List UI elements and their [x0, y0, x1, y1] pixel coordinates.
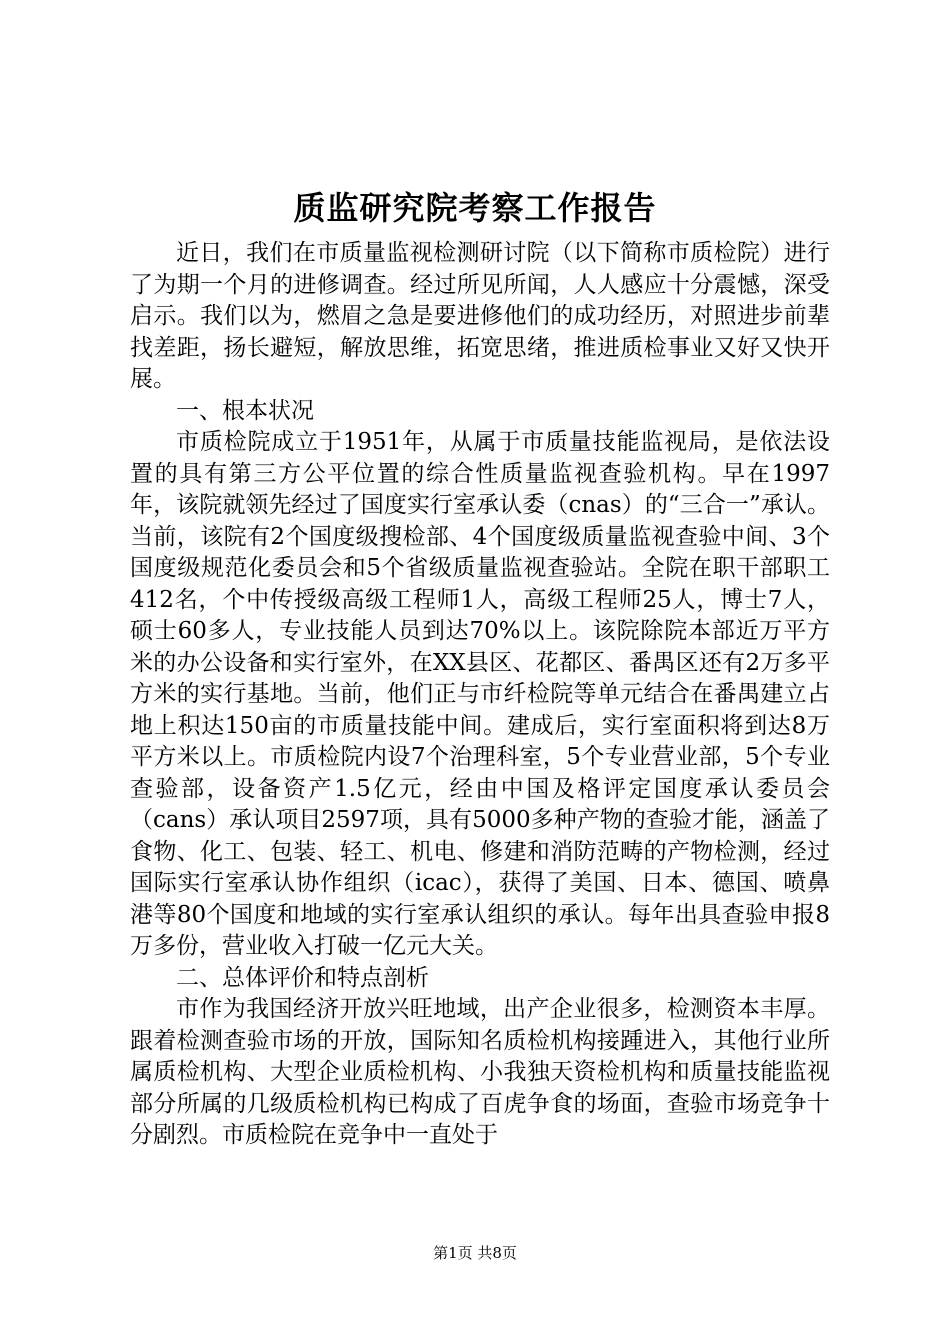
- document-title: 质监研究院考察工作报告: [293, 189, 657, 227]
- section-heading-basic-situation: 一、根本状况: [176, 397, 314, 424]
- page-footer: 第1页 共8页: [433, 1244, 517, 1262]
- document-body: [130, 238, 830, 1152]
- paragraph-evaluation: 市作为我国经济开放兴旺地域，出产企业很多，检测资本丰厚。跟着检测查验市场的开放，国际知名质检机构接踵进入，其他行业所属质检机构、大型企业质检机构、小我独天资检机构和质量技能监视部分所属的几级质检机构已构成了百虎争食的场面，查验市场竞争十分剧烈。市质检院在竞争中一直处于: [130, 996, 830, 1148]
- paragraph-intro: 近日，我们在市质量监视检测研讨院（以下简称市质检院）进行了为期一个月的进修调查。经过所见所闻，人人感应十分震憾，深受启示。我们以为，燃眉之急是要进修他们的成功经历，对照进步前辈找差距，扬长避短，解放思维，拓宽思绪，推进质检事业又好又快开展。: [130, 240, 830, 392]
- paragraph-basic-situation: 市质检院成立于1951年，从属于市质量技能监视局，是依法设置的具有第三方公平位置的综合性质量监视查验机构。早在1997年，该院就领先经过了国度实行室承认委（cnas）的“三合一”承认。当前，该院有2个国度级搜检部、4个国度级质量监视查验中间、3个国度级规范化委员会和5个省级质量监视查验站。全院在职干部职工412名，个中传授级高级工程师1人，高级工程师25人，博士7人，硕士60多人，专业技能人员到达70%以上。该院除院本部近万平方米的办公设备和实行室外，在XX县区、花都区、番禺区还有2万多平方米的实行基地。当前，他们正与市纤检院等单元结合在番禺建立占地上积达150亩的市质量技能中间。建成后，实行室面积将到达8万平方米以上。市质检院内设7个治理科室，5个专业营业部，5个专业查验部，设备资产1.5亿元，经由中国及格评定国度承认委员会（cans）承认项目2597项，具有5000多种产物的查验才能，涵盖了食物、化工、包装、轻工、机电、修建和消防范畴的产物检测，经过国际实行室承认协作组织（icac），获得了美国、日本、德国、喷鼻港等80个国度和地域的实行室承认组织的承认。每年出具查验申报8万多份，营业收入打破一亿元大关。: [130, 429, 830, 959]
- section-heading-evaluation: 二、总体评价和特点剖析: [176, 964, 429, 991]
